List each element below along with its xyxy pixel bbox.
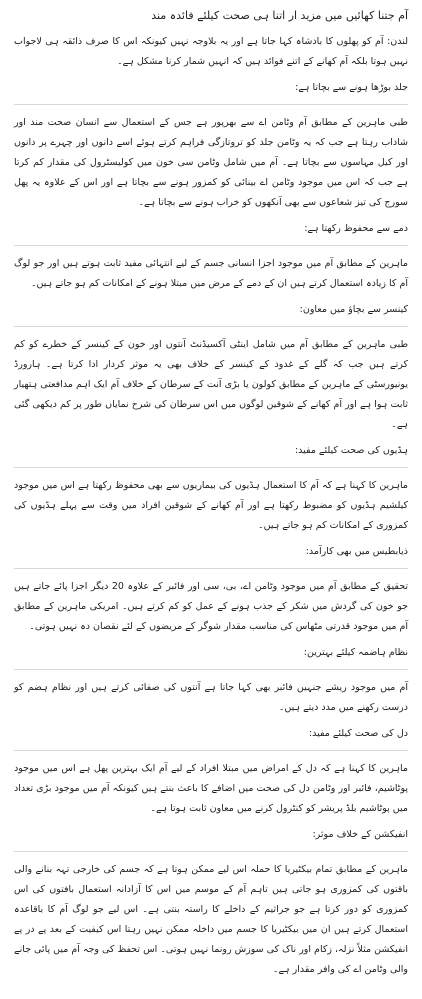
divider: [14, 326, 408, 327]
section-heading: ذیابطیس میں بھی کارآمد:: [305, 546, 408, 557]
divider: [14, 750, 408, 751]
section-cancer: [14, 302, 408, 435]
section-body: ماہرین کا کہنا ہے کہ دل کے امراض میں مبتلا افراد کے لیے آم ایک بہترین پھل ہے اس میں موجود پوٹاشیم، فائبر اور وٹامن دل کی صحت میں اضافے کا باعث بنتے ہیں کیونکہ آم میں موجود بڑی تعداد میں پوٹاشیم بلڈ پریشر کو کنٹرول کرنے میں معاون ثابت ہوتا ہے۔: [14, 763, 408, 814]
section-heading: ہڈیوں کی صحت کیلئے مفید:: [294, 445, 408, 456]
section-infection: [14, 827, 408, 980]
divider: [14, 104, 408, 105]
section-digestion: [14, 645, 408, 718]
section-heading: نظام ہاضمہ کیلئے بہترین:: [303, 647, 408, 658]
divider: [14, 467, 408, 468]
section-body: ماہرین کے مطابق تمام بیکٹیریا کا حملہ اس لیے ممکن ہوتا ہے کہ جسم کی خارجی تہہ بنانے والی باقتوں کی کمزوری ہو جاتی ہیں تاہم آم کے موسم میں اس کا آزادانہ استعمال بافتوں کی اس کمزوری کو دور کرتا ہے جو جراثیم کے داخلے کا راستہ بنتی ہے۔ اس لیے جو لوگ آم کا باقاعدہ استعمال کرتے ہیں ان میں بیکٹیریا کا جسم میں داخلہ ممکن نہیں رہتا اس کیفیت کے بعد پے در پے انفیکشن مثلاً نزلہ، زکام اور ناک کی سوزش رونما نہیں ہوتی۔ اس تحفظ کی وجہ آم میں پائی جانے والی وٹامن اے کی وافر مقدار ہے۔: [14, 864, 408, 975]
article-title: آم جتنا کھائیں میں مزید ار اتنا ہی صحت کیلئے فائدہ مند: [151, 9, 408, 22]
section-asthma: [14, 221, 408, 294]
section-body: ماہرین کا کہنا ہے کہ آم کا استعمال ہڈیوں کی بیماریوں سے بھی محفوظ رکھتا ہے اس میں موجود کیلشیم ہڈیوں کو مضبوط رکھتا ہے اور آم کھانے کے شوقین افراد میں وقت سے پہلے ہڈیوں کی کمزوری کے امکانات کم ہو جاتے ہیں۔: [14, 480, 408, 531]
divider: [14, 851, 408, 852]
divider: [14, 568, 408, 569]
divider: [14, 669, 408, 670]
section-bones: [14, 443, 408, 536]
section-diabetes: [14, 544, 408, 637]
section-body: ماہرین کے مطابق آم میں موجود اجزا انسانی جسم کے لیے انتہائی مفید ثابت ہوتے ہیں اور جو لوگ آم کا زیادہ استعمال کرتے ہیں ان کے دمے کے مرض میں مبتلا ہونے کے امکانات کم ہو جاتے ہیں۔: [14, 258, 408, 289]
section-body: طبی ماہرین کے مطابق آم وٹامن اے سے بھرپور ہے جس کے استعمال سے انسان صحت مند اور شاداب رہتا ہے جب کہ یہ وٹامن جلد کو تروتازگی فراہم کرتے ہوئے اسے دانوں اور چہرے پر دانوں اور کیل مہاسوں سے بچاتا ہے۔ آم میں شامل وٹامن سی خون میں کولیسٹرول کی مقدار کم کرتا ہے جب کہ اس میں موجود وٹامن اے بینائی کو کمزور ہونے سے بچاتا ہے اور اس کے علاوہ یہ پھل سورج کی تیز شعاعوں سے بھی آنکھوں کو خراب ہونے سے بچاتا ہے۔: [14, 117, 408, 208]
section-body: تحقیق کے مطابق آم میں موجود وٹامن اے، بی، سی اور فائبر کے علاوہ 20 دیگر اجزا پائے جاتے ہیں جو خون کی گردش میں شکر کے جذب ہونے کے عمل کو کم کرتے ہیں۔ امریکی ماہرین کے مطابق آم میں موجود قدرتی مٹھاس کی مناسب مقدار شوگر کے مریضوں کے لئے نقصان دہ نہیں ہوتی۔: [14, 581, 408, 632]
section-heading: دل کی صحت کیلئے مفید:: [308, 728, 408, 739]
section-body: آم میں موجود ریشے جنہیں فائبر بھی کہا جاتا ہے آنتوں کی صفائی کرتے ہیں اور نظام ہضم کو درست رکھنے میں مدد دیتے ہیں۔: [14, 682, 408, 713]
divider: [14, 245, 408, 246]
section-heading: دمے سے محفوظ رکھتا ہے:: [304, 223, 408, 234]
section-heading: جلد بوڑھا ہونے سے بچاتا ہے:: [295, 82, 408, 93]
section-skin: [14, 80, 408, 213]
section-body: طبی ماہرین کے مطابق آم میں شامل اینٹی آکسیڈنٹ آنتوں اور خون کے کینسر کے خطرے کو کم کرتے ہیں جب کہ گلے کے غدود کے کینسر کے خلاف بھی یہ موثر کردار ادا کرتا ہے۔ ہارورڈ یونیورسٹی کے ماہرین کے مطابق کولون یا بڑی آنت کے سرطان کے خلاف آم ایک اہم مدافعتی ہتھیار ثابت ہوا ہے اور آم کھانے کے شوقین لوگوں میں اس سرطان کی شرح نمایاں طور پر کم دیکھی گئی ہے۔: [14, 339, 408, 430]
section-heart: [14, 726, 408, 819]
article-intro: لندن: آم کو پھلوں کا بادشاہ کہا جاتا ہے اور یہ بلاوجہ نہیں کیونکہ اس کا صرف ذائقہ ہی لاجواب نہیں ہوتا بلکہ آم کھانے کے اتنے فوائد ہیں کہ انہیں شمار کرنا مشکل ہے۔: [14, 36, 408, 67]
section-heading: انفیکشن کے خلاف موثر:: [312, 829, 408, 840]
section-heading: کینسر سے بچاؤ میں معاون:: [299, 304, 408, 315]
